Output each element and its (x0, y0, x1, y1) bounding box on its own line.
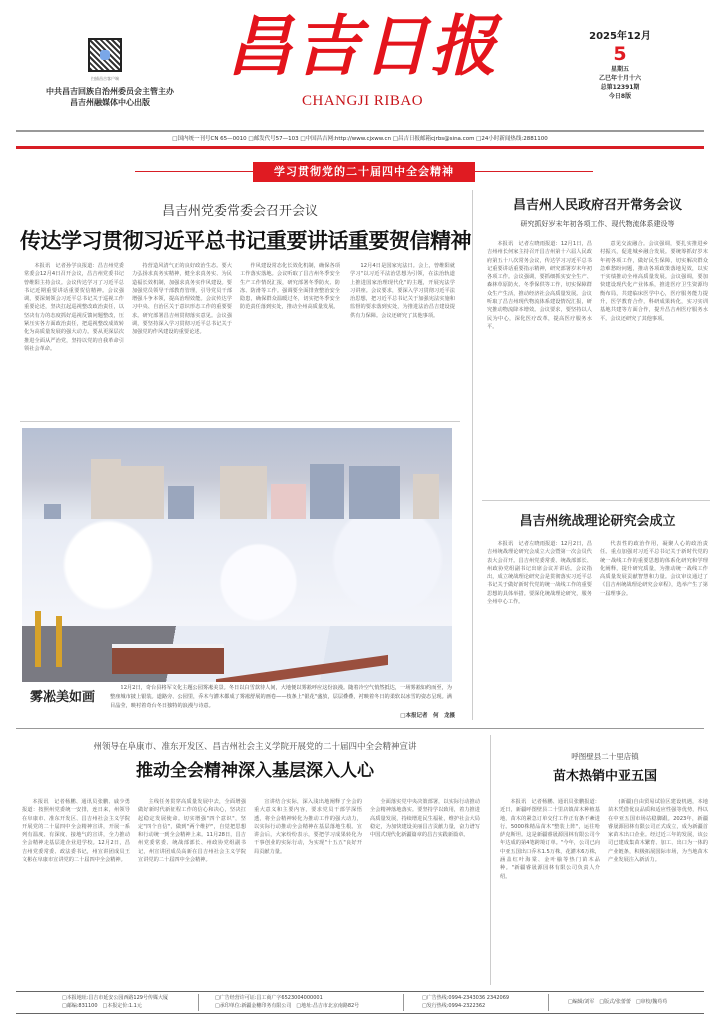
government-meeting-headline[interactable]: 昌吉州人民政府召开常务会议 (512, 198, 682, 213)
newspaper-logo: 昌吉日报 (226, 7, 499, 85)
footer-separator (548, 994, 549, 1011)
footer-address (62, 994, 197, 1010)
footer-hotlines (422, 994, 546, 1010)
newspaper-logo-english: CHANGJI RIBAO (301, 93, 424, 109)
footer-license (215, 994, 401, 1010)
page-count: 今日8版 (608, 93, 632, 100)
paragraph: 主线任务贯穿高质量发展中去，全面增强做好新时代新征程工作的信心和决心，坚决扛起稳定发展使命。切实增强"四个意识"，坚定"四个自信"，做到"两个维护"，自觉把思想和行动统一到全会精神上来。11月28日，昌吉州党委常委、统战部部长、州政协党组副书记，州宣讲团成员高新在昌吉州社会主义学院宣讲党的二十届四中全会精神。 (138, 799, 246, 864)
pillar (35, 611, 41, 667)
lecture-subtitle: 州领导在阜康市、准东开发区、昌吉州社会主义学院开展党的二十届四中全会精神宣讲 (93, 742, 417, 752)
paragraph: 全面落实党中央决策部署，以实际行动推动全会精神落地落实。要坚持学以致用，着力推进高质量发展，持续增进民生福祉，维护社会大局稳定，为加快建设美丽昌吉贡献力量，奋力谱写中国式现代化新疆篇章的昌吉实践新篇章。 (370, 799, 480, 839)
qr-code[interactable] (88, 38, 122, 72)
paragraph: 本报讯 记者左晓雨报道：12月1日，昌吉州州长何家主持召开昌吉州第十六届人民政府第五十八次常务会议，传达学习习近平总书记重要讲话重要指示精神，研究部署岁末年初各项工作。会议强调，要抓细抓实安全生产、森林草原防火、冬季保供等工作，切实保障群众生产生活，推动经济社会高质量发展。会议听取了昌吉州现代物流体系建设情况汇报，研究推动物流降本增效。会议要求，要坚持以人民为中心，深化医疗改革，提高医疗服务水平。 (487, 241, 592, 330)
paragraph: 本报讯 记者杨鹏、通讯员张鹏报道：近日，新疆呼图壁县二十里店镇苗木种植基地，苗木的紧急订单交付工作正有条不紊进行。5000株精品苗木"整装上阵"，运往哈萨克斯坦。这是新疆睿晟源园林有限公司今年达成的第4笔跨境订单。"今年，公司已向中亚五国出口乔木1.5万株，花灌木6万株，涵盖红叶海棠、金叶榆等热门苗木品种。"新疆睿晟源园林有限公司负责人介绍。 (500, 799, 600, 880)
photo-title: 雾凇美如画 (30, 690, 96, 705)
section-divider (16, 728, 704, 729)
date-day: 5 (613, 43, 627, 65)
paragraph: 持营造风清气正的良好政治生态。要大力弘扬求真务实精神，健全求真务实、为民造福长效机制，加强求真务实作风建设。要加强党员领导干部教育管理，引导党员干部增强斗争本领，提高治理效能。会议传达学习中央、自治区关于意识形态工作的重要要求。研究部署昌吉州贯彻落实意见。会议强调，要坚持深入学习贯彻习近平总书记关于加强党的作风建设的重要论述。 (132, 263, 232, 336)
paragraph: 本报讯 记者杨鹏、通讯员张鹏、戚少勇报道：按照州党委统一安排，连日来，州领导在阜康市、准东开发区、昌吉州社会主义学院开展党的二十届四中全会精神宣讲，开展一系列有温度、有深度、接地气的宣讲，全力推动全会精神走基层进企业进学校。12月2日，昌吉州党委常委、政法委书记，州宣讲团成员王文彬在阜康市宣讲党的二十届四中全会精神。 (22, 799, 130, 864)
column-divider (490, 735, 491, 985)
weekday: 星期五 (610, 66, 629, 73)
bottom-left-column-2 (138, 798, 246, 983)
footer-text: □本报地址:昌吉市延安公园西路129号传媒大厦 (62, 995, 168, 1001)
paragraph: 代表性的政治作用，凝聚人心的政治责任。重点加强对习近平总书记关于新时代党的统一战线工作的重要思想的体系化研究和学理化阐释，提升研究质量，为推动统一战线工作高质量发展贡献智慧和力量。会议审议通过了《昌吉州统战理论研究会章程》，选举产生了第一届理事会。 (600, 541, 708, 597)
issue-number: 总第12391期 (600, 84, 640, 91)
bottom-left-column-3 (254, 798, 362, 983)
publication-info-bar: □国内统一刊号CN 65—0010 □邮发代号57—103 □中国昌吉网:http://www.cjxww.cn □昌吉日报邮箱cjrbs@sina.com □24小时新闻热线:2881100 (172, 136, 548, 142)
lead-column-4 (350, 262, 455, 417)
footer-bottom-rule (16, 1013, 704, 1014)
date-year-month: 2025年12月 (589, 31, 651, 42)
photo-caption: 12月2日，奇台县将军文化主题公园雾凇美景。冬日以白雪款待人间，大地便以雾凇呼应这份浪漫。随着冷空气悄然抵达，一场雾凇如约而至，为整座城市披上银装。道路旁、公园里，乔木与灌木都成了雾凇舒展的画卷——枝条上"银花"盛放，层层叠叠，衬映着冬日的柔软以冰雪的姿态呈现。满目晶莹，映衬着奇台冬日独特的浪漫与诗意。 (110, 685, 452, 709)
paragraph: 本报讯 记者左晓雨报道：12月2日，昌吉州统战理论研究会成立大会暨第一次会员代表大会召开。昌吉州党委常委、统战部部长、州政协党组副书记出席会议并讲话。会议指出，成立统战理论研究会是贯彻落实习近平总书记关于做好新时代党的统一战线工作的重要思想的具体举措。要深化统战理论研究，服务全州中心工作。 (487, 541, 592, 606)
lead-column-3 (240, 262, 340, 417)
footer-separator (403, 994, 404, 1011)
section-divider (20, 421, 460, 422)
organizer-line: 中共昌吉回族自治州委员会主管主办 (46, 87, 174, 96)
paragraph: (新疆)自由贸易试验区建设机遇，本地苗木凭借优良品质和适应性强等优势，得以在中亚五国市场站稳脚跟。2023年，新疆睿晟源园林有限公司正式成立，成为新疆首家苗木出口企业。经过近三年的发展，该公司已建成集苗木繁育、加工、出口为一体的产业链条，积极拓展国际市场，为当地苗木产业发展注入新活力。 (608, 799, 708, 864)
footer-editors (568, 998, 708, 1006)
right-top-column-1 (487, 240, 592, 490)
publisher-info (20, 86, 200, 108)
footer-text: □广告热线:0994-2343036 2342069 (422, 995, 510, 1001)
right-middle-column-1 (487, 540, 592, 720)
masthead-red-rule (16, 146, 704, 149)
bottom-left-column-4 (370, 798, 480, 983)
footer-separator (198, 994, 199, 1011)
section-divider (482, 500, 710, 501)
nursery-headline[interactable]: 苗木热销中亚五国 (552, 769, 657, 784)
photo-credit: □本报记者 何 龙摄 (400, 713, 455, 719)
footer-text: □发行热线:0994-2322362 (422, 1003, 486, 1009)
bottom-right-column-1 (500, 798, 600, 983)
footer-text: □编辑/刘军 □版式/张蕾蕾 □审校/魏苟苟 (568, 999, 668, 1005)
masthead-divider (16, 130, 704, 132)
nursery-subtitle: 呼图壁县二十里店镇 (571, 752, 639, 761)
issue-date-box (570, 30, 670, 101)
paragraph: 作风建设常态化长效化机制，确保各项工作落实落地。会议听取了昌吉州冬季安全生产工作情况汇报，研究部署冬季防火、防冻、防滑等工作。强调要全面排查整治安全隐患，确保群众温暖过冬，切实把冬季安全防范责任落到实处，推动全州高质量发展。 (240, 263, 340, 311)
lead-column-2 (132, 262, 232, 417)
topic-banner: 学习贯彻党的二十届四中全会精神 (253, 162, 475, 182)
rime-landscape-photo[interactable] (22, 428, 452, 682)
footer-text: □广告经营许可证:昌工商广字6523004000001 (215, 995, 323, 1001)
paragraph: 本报讯 记者孙学良报道：昌吉州党委常委会12月4日召开会议，昌吉州党委书记曾维阳主持会议。会议传达学习了习近平总书记近期重要讲话重要贺信精神。会议强调，要深刻领会习近平总书记关于巡视工作重要论述，坚决扛起巡视整改政治责任，以坚决有力的态度抓好巡视反馈问题整改，压紧压实各方面政治责任，把巡视整改成效转化为高质量发展的强大动力。要从更深层次推进全面从严治党，坚持以党的自我革命引领社会革命。 (24, 263, 124, 352)
banner-line-left (135, 171, 253, 172)
pavilion (112, 644, 224, 674)
bottom-left-column-1 (22, 798, 130, 983)
lecture-headline[interactable]: 推动全会精神深入基层深入人心 (136, 761, 374, 781)
bottom-right-column-2 (608, 798, 708, 983)
banner-line-right (475, 171, 593, 172)
footer-top-rule (16, 991, 704, 992)
column-divider (472, 190, 473, 720)
qr-caption: 扫描昌吉客户端 (91, 76, 119, 81)
paragraph: 宣讲结合实际，深入浅出地阐释了全会的重大意义和主要内容，要求党员干部学深悟透，将全会精神转化为推动工作的强大动力，以实际行动推动全会精神在基层落地生根。宣讲会后，大家纷纷表示，要把学习成果转化为干事创业的实际行动，为实现"十五五"良好开局贡献力量。 (254, 799, 362, 855)
paragraph: 12月4日是国家宪法日。会上，曾维阳就学习"以习近平法治思想为引领，在法治轨道上推进国家治理现代化"的主题，开展宪法学习讲座。会议要求，要深入学习贯彻习近平法治思想，把习近平总书记关于加强宪法实施和监督的要求落到实处，为推进法治昌吉建设提供有力保障。会议还研究了其他事项。 (350, 263, 455, 319)
right-top-column-2 (600, 240, 708, 490)
united-front-headline[interactable]: 昌吉州统战理论研究会成立 (519, 514, 676, 529)
footer-text: □邮编:831100 □本报定价:1.1元 (62, 1003, 142, 1009)
publisher-line: 昌吉州融媒体中心出版 (70, 98, 150, 107)
lunar-date: 乙巳年十月十六 (598, 75, 641, 82)
lead-column-1 (24, 262, 124, 417)
paragraph: 意见交流融合。会议强调，要扎实推进乡村振兴，促进城乡融合发展。要统筹抓好岁末年初各项工作，做好民生保障，切实解决群众急难愁盼问题，推动各项政策落地见效，以实干实绩推动全州高质量发展。会议强调，要加快建设现代化产业体系，推进医疗卫生资源均衡布局，共建临床医学中心，医疗服务能力提升，医学教育合作，科研成果转化，实习实训基地共建等方面合作，提升昌吉州医疗服务水平。会议还研究了其他事项。 (600, 241, 708, 322)
lead-headline[interactable]: 传达学习贯彻习近平总书记重要讲话重要贺信精神 (20, 228, 471, 253)
government-meeting-subtitle: 研究抓好岁末年初各项工作、现代物流体系建设等 (520, 220, 675, 228)
pillar (56, 616, 62, 667)
frosted-trees (22, 519, 452, 633)
lead-subtitle: 昌吉州党委常委会召开会议 (161, 204, 318, 219)
footer-text: □承印单位:新疆金穗印务有限公司 □地址:昌吉市北京南路82号 (215, 1003, 360, 1009)
right-middle-column-2 (600, 540, 708, 720)
